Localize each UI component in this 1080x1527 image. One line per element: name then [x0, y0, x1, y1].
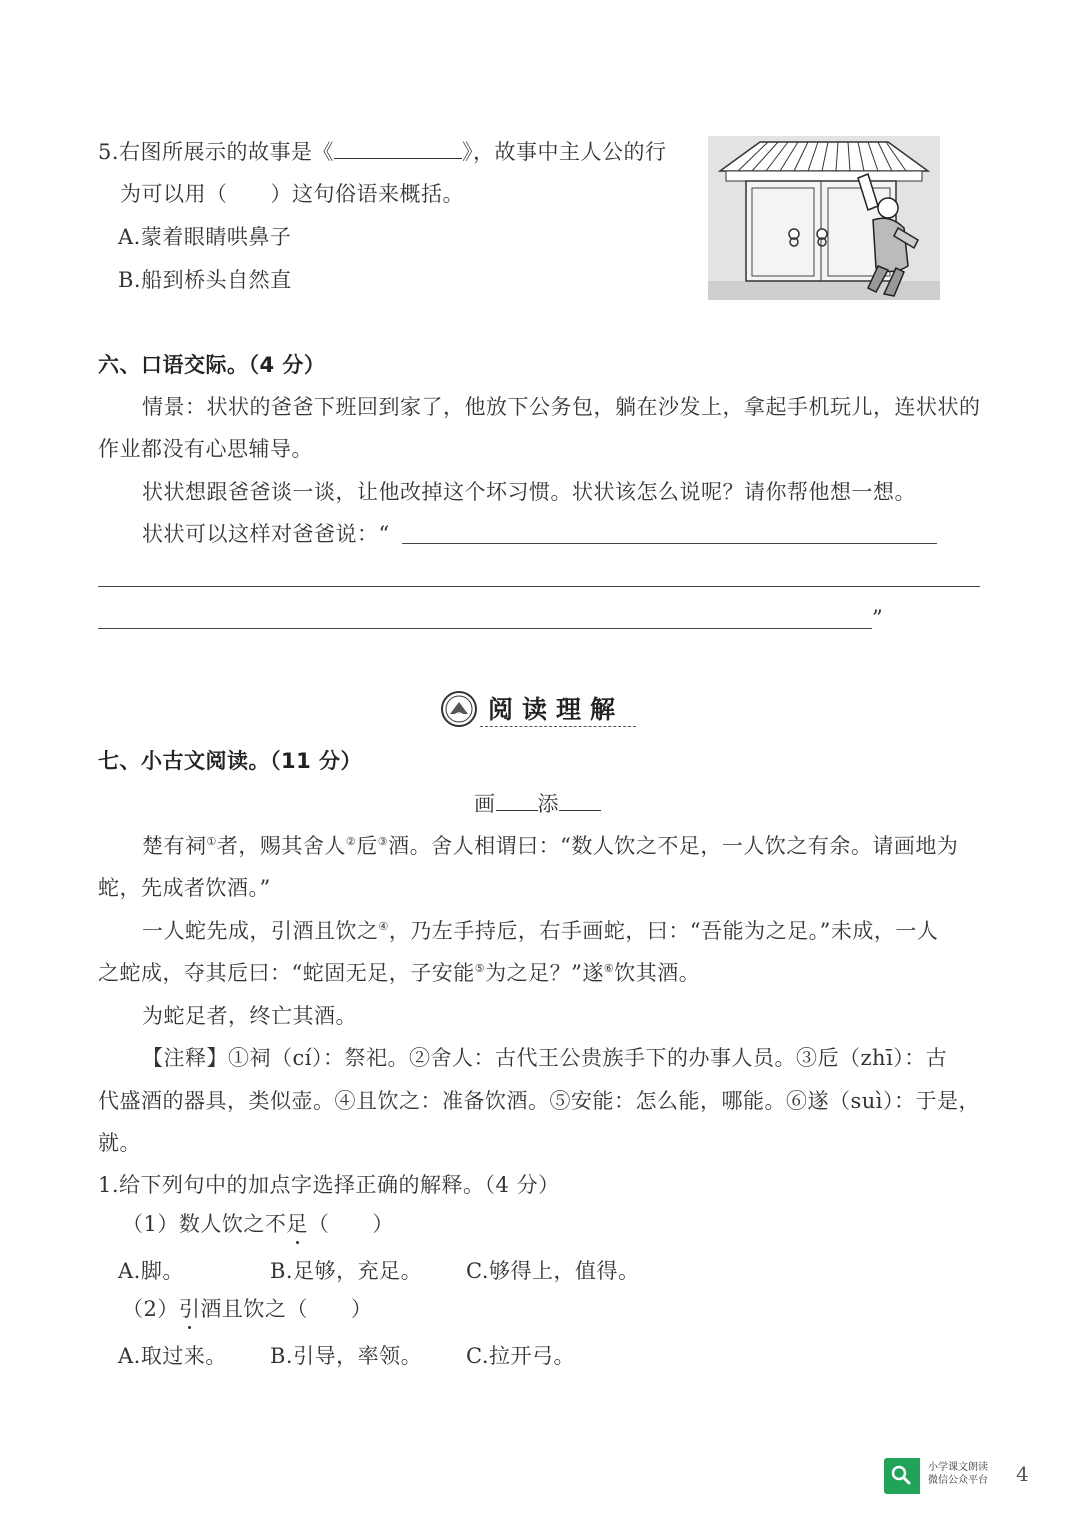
- search-icon: [884, 1458, 920, 1494]
- logo-line-2: 微信公众平台: [928, 1475, 988, 1486]
- notes-line1: 【注释】①祠（cí）：祭祀。②舍人：古代王公贵族手下的办事人员。③卮（zhī）：古: [142, 1046, 948, 1070]
- answer-line-3[interactable]: [98, 628, 872, 629]
- wechat-platform-logo: [884, 1458, 1014, 1494]
- section-6-heading: 六、口语交际。（4 分）: [98, 353, 326, 377]
- section-7-heading: 七、小古文阅读。（11 分）: [98, 749, 363, 773]
- q5-line1: 5.右图所展示的故事是《 》，故事中主人公的行: [98, 140, 667, 164]
- q5-option-b: B.船到桥头自然直: [118, 268, 292, 292]
- sec6-para3: 状状可以这样对爸爸说：“: [142, 522, 390, 546]
- q1-1-option-c: C.够得上，值得。: [466, 1259, 640, 1283]
- reading-section-header: [440, 688, 640, 728]
- sec6-para2: 状状想跟爸爸谈一谈，让他改掉这个坏习惯。状状该怎么说呢？请你帮他想一想。: [142, 480, 916, 504]
- sec6-para1b: 作业都没有心思辅导。: [98, 437, 313, 461]
- title-blank-1[interactable]: [496, 792, 538, 811]
- section-underline: [480, 726, 636, 727]
- passage-para2-line1: 一人蛇先成，引酒且饮之④，乃左手持卮，右手画蛇，曰：“吾能为之足。”未成，一人: [142, 919, 939, 943]
- notes-line3: 就。: [98, 1131, 141, 1155]
- book-icon: [440, 690, 478, 728]
- q1-1-option-b: B.足够，充足。: [270, 1259, 423, 1283]
- logo-green-block: [884, 1458, 920, 1494]
- q1-1-option-a: A.脚。: [118, 1259, 184, 1283]
- notes-line2: 代盛酒的器具，类似壶。④且饮之：准备饮酒。⑤安能：怎么能，哪能。⑥遂（suì）：于是，: [98, 1089, 981, 1113]
- passage-para3: 为蛇足者，终亡其酒。: [142, 1004, 357, 1028]
- question-1-1: （1）数人饮之不足（ ）: [122, 1212, 394, 1236]
- passage-title: 画 添: [474, 792, 601, 816]
- q5-option-a: A.蒙着眼睛哄鼻子: [118, 225, 292, 249]
- close-quote: ”: [872, 606, 884, 630]
- logo-line-1: 小学课文朗读: [928, 1462, 988, 1473]
- q1-2-option-b: B.引导，率领。: [270, 1344, 423, 1368]
- q1-2-option-c: C.拉开弓。: [466, 1344, 575, 1368]
- story-illustration: [708, 136, 940, 300]
- answer-line-2[interactable]: [98, 586, 980, 587]
- passage-para1-line2: 蛇，先成者饮酒。”: [98, 876, 271, 900]
- page-number: 4: [1016, 1462, 1029, 1486]
- passage-para1-line1: 楚有祠①者，赐其舍人②卮③酒。舍人相谓曰：“数人饮之不足，一人饮之有余。请画地为: [142, 834, 959, 858]
- sec6-para1a: 情景：状状的爸爸下班回到家了，他放下公务包，躺在沙发上，拿起手机玩儿，连状状的: [142, 395, 981, 419]
- answer-line-1[interactable]: [402, 543, 937, 544]
- title-blank-2[interactable]: [559, 792, 601, 811]
- passage-para2-line2: 之蛇成，夺其卮曰：“蛇固无足，子安能⑤为之足？”遂⑥饮其酒。: [98, 961, 701, 985]
- story-name-blank[interactable]: [334, 140, 462, 159]
- reading-section-title: 阅读理解: [488, 695, 625, 724]
- logo-text: [928, 1461, 988, 1487]
- question-1: 1.给下列句中的加点字选择正确的解释。（4 分）: [98, 1173, 560, 1197]
- q5-line2: 为可以用（ ）这句俗语来概括。: [120, 182, 464, 206]
- question-1-2: （2）引酒且饮之（ ）: [122, 1297, 373, 1321]
- q1-2-option-a: A.取过来。: [118, 1344, 227, 1368]
